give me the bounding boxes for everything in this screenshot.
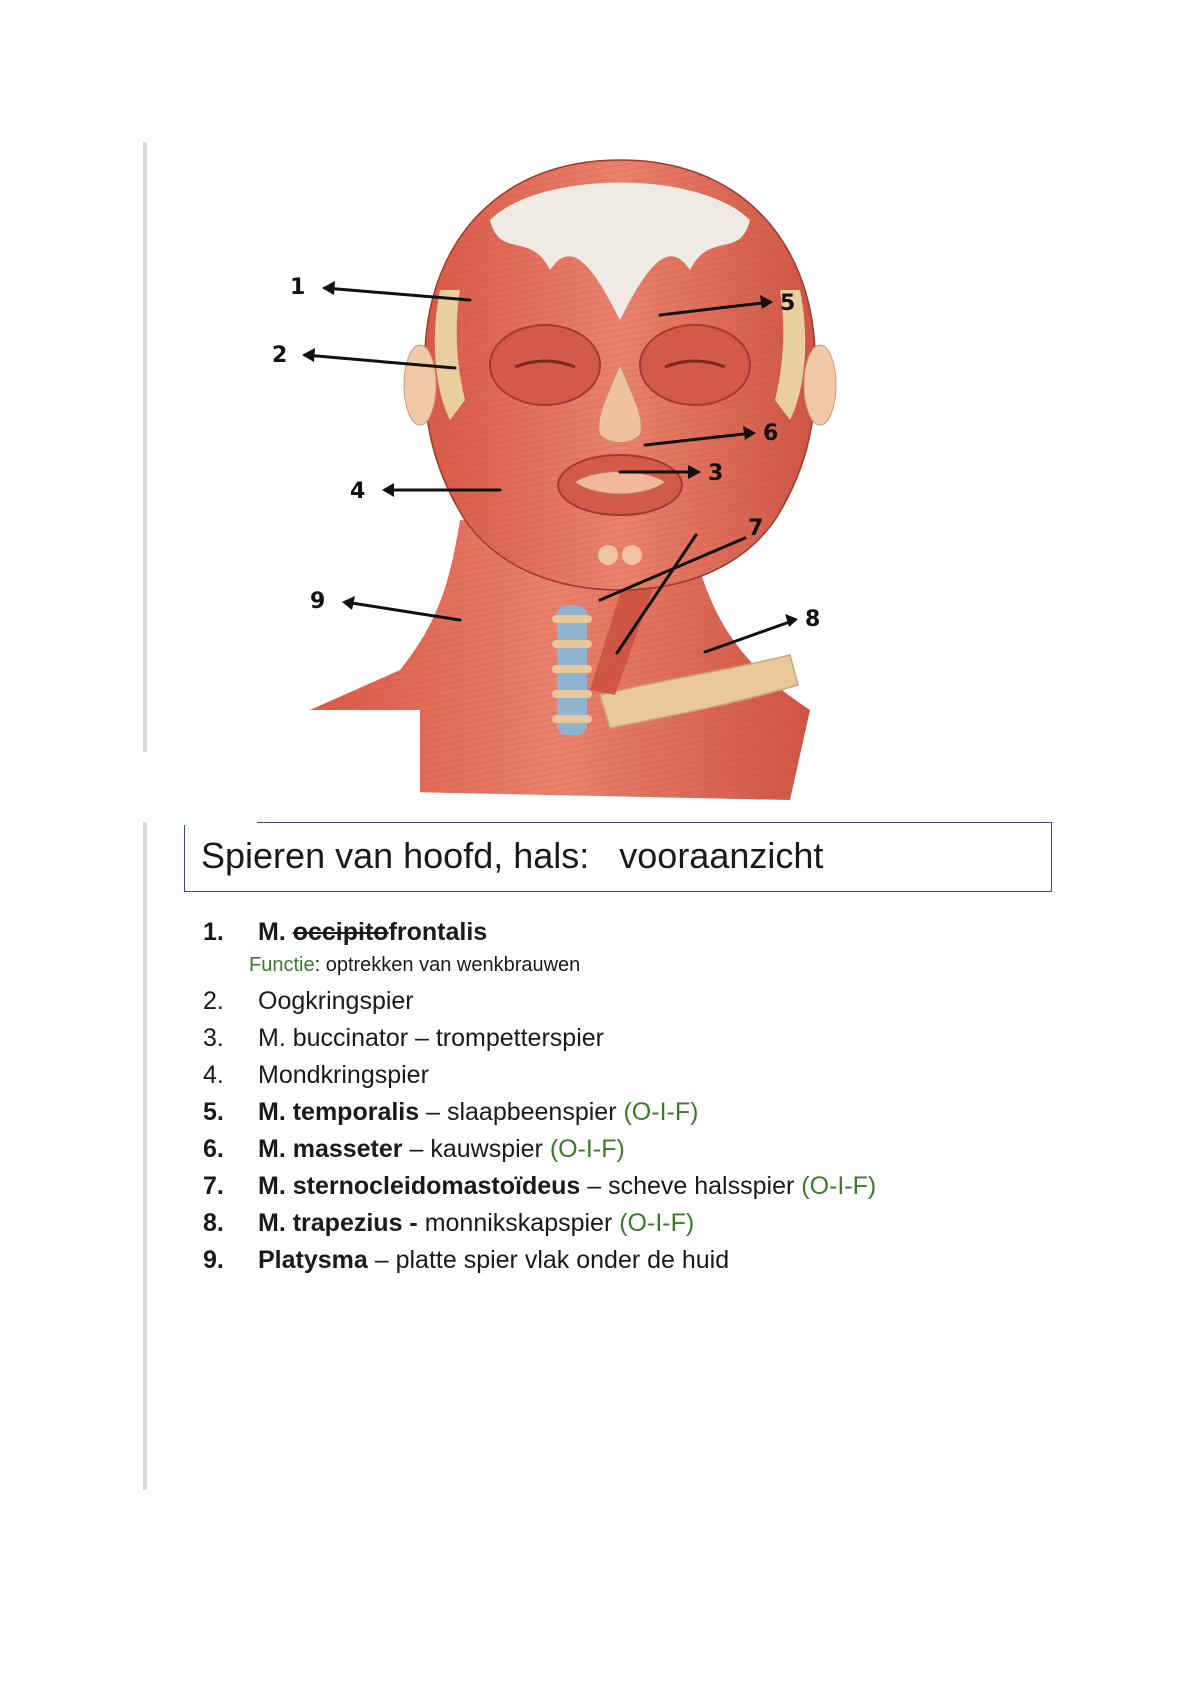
- callout-2: 2: [272, 343, 288, 368]
- oif-tag: (O-I-F): [549, 1135, 625, 1163]
- function-text: : optrekken van wenkbrauwen: [314, 954, 581, 976]
- function-note: [249, 951, 1003, 983]
- list-item: [203, 1205, 1003, 1242]
- item-number: 5.: [203, 1098, 224, 1126]
- muscle-desc: – slaapbeenspier: [419, 1098, 624, 1126]
- item-text: M. buccinator – trompetterspier: [258, 1024, 604, 1052]
- struck-text: occipito: [292, 918, 389, 946]
- list-item: [203, 983, 1003, 1020]
- list-item: [203, 1094, 1003, 1131]
- margin-rule-top: [143, 142, 147, 752]
- list-item: [203, 1057, 1003, 1094]
- callout-4: 4: [350, 479, 366, 504]
- callout-6: 6: [763, 421, 779, 446]
- callout-3: 3: [708, 461, 724, 486]
- muscle-desc: – kauwspier: [402, 1135, 550, 1163]
- page-title: Spieren van hoofd, hals: vooraanzicht: [201, 835, 824, 876]
- callout-7: 7: [748, 516, 764, 541]
- callout-8: 8: [805, 607, 821, 632]
- item-number: 1.: [203, 918, 224, 946]
- list-item: [203, 914, 1003, 951]
- callout-9: 9: [310, 589, 326, 614]
- item-number: 2.: [203, 987, 224, 1015]
- muscle-name: M. masseter: [258, 1135, 403, 1163]
- item-number: 9.: [203, 1246, 224, 1274]
- item-text: [258, 1205, 694, 1242]
- item-text: Mondkringspier: [258, 1061, 429, 1089]
- muscle-desc: monnikskapspier: [417, 1209, 620, 1237]
- list-item: [203, 1020, 1003, 1057]
- margin-rule-bottom: [143, 822, 147, 1490]
- item-text: [258, 1131, 625, 1168]
- muscle-name: Platysma: [258, 1246, 368, 1274]
- item-text: Oogkringspier: [258, 987, 414, 1015]
- oif-tag: (O-I-F): [801, 1172, 877, 1200]
- item-text: [258, 1242, 729, 1279]
- oif-tag: (O-I-F): [623, 1098, 699, 1126]
- list-item: [203, 1131, 1003, 1168]
- muscle-legend: [203, 914, 1003, 1279]
- item-number: 3.: [203, 1024, 224, 1052]
- item-number: 7.: [203, 1172, 224, 1200]
- item-number: 6.: [203, 1135, 224, 1163]
- list-item: [203, 1242, 1003, 1279]
- muscle-name: M. temporalis: [258, 1098, 420, 1126]
- item-text: [258, 1168, 876, 1205]
- muscle-name: M. sternocleidomastoïdeus: [258, 1172, 581, 1200]
- item-number: 8.: [203, 1209, 224, 1237]
- callout-5: 5: [780, 291, 796, 316]
- item-number: 4.: [203, 1061, 224, 1089]
- function-label: Functie: [249, 954, 315, 976]
- head-neck-muscle-illustration: [272, 150, 950, 810]
- oif-tag: (O-I-F): [619, 1209, 695, 1237]
- callout-1: 1: [290, 275, 306, 300]
- muscle-desc: – platte spier vlak onder de huid: [367, 1246, 730, 1274]
- item-text: M. occipitofrontalis: [258, 918, 488, 946]
- list-item: [203, 1168, 1003, 1205]
- muscle-desc: – scheve halsspier: [580, 1172, 802, 1200]
- title-box: [184, 822, 1052, 892]
- muscle-name: M. trapezius -: [258, 1209, 418, 1237]
- item-text: [258, 1094, 698, 1131]
